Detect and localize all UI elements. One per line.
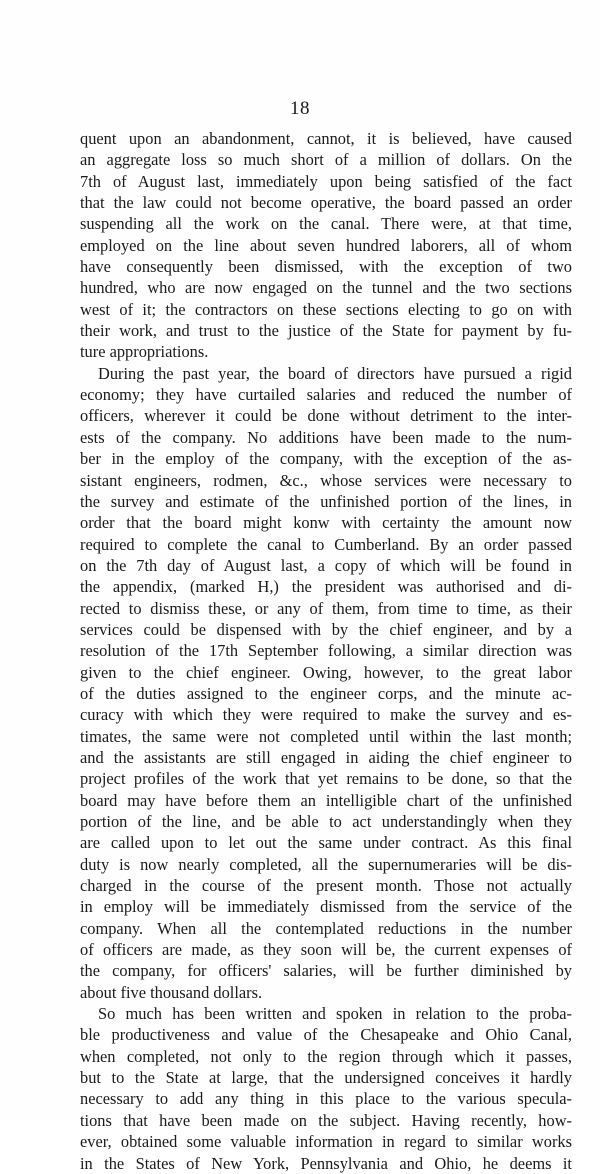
text-line: ests of the company. No additions have been made to the num- — [80, 427, 572, 447]
text-line: services could be dispensed with by the chief engineer, and by a — [80, 619, 572, 639]
text-line: charged in the course of the present month. Those not actually — [80, 876, 572, 896]
text-line: necessary to add any thing in this place to the various specula- — [80, 1089, 572, 1109]
text-line: portion of the line, and be able to act understandingly when they — [80, 812, 572, 831]
text-line: sistant engineers, rodmen, &c., whose services were necessary to — [80, 470, 572, 490]
text-line: tions that have been made on the subject. Having recently, how- — [80, 1110, 572, 1130]
body-text — [80, 128, 572, 1174]
text-line: and the assistants are still engaged in aiding the chief engineer to — [80, 747, 572, 767]
text-line: given to the chief engineer. Owing, however, to the great labor — [80, 662, 572, 682]
text-line: the survey and estimate of the unfinished portion of the lines, in — [80, 491, 572, 511]
text-line: order that the board might konw with certainty the amount now — [80, 513, 572, 533]
text-line: the company, for officers' salaries, will be further diminished by — [80, 961, 572, 981]
text-line: an aggregate loss so much short of a million of dollars. On the — [80, 150, 572, 170]
text-line: are called upon to let out the same under contract. As this final — [80, 833, 572, 853]
text-line: So much has been written and spoken in relation to the proba- — [98, 1004, 572, 1024]
text-line: 7th of August last, immediately upon being satisfied of the fact — [80, 171, 572, 191]
page-number: 18 — [290, 98, 310, 119]
text-line: quent upon an abandonment, cannot, it is believed, have caused — [80, 129, 572, 148]
text-line: timates, the same were not completed until within the last month; — [80, 726, 572, 746]
text-line: ber in the employ of the company, with the exception of the as- — [80, 449, 572, 469]
paragraph — [80, 128, 572, 363]
text-line: west of it; the contractors on these sections electing to go on with — [80, 299, 572, 319]
text-line: about five thousand dollars. — [80, 982, 263, 1002]
text-line: duty is now nearly completed, all the supernumeraries will be dis- — [80, 854, 572, 874]
text-line: when completed, not only to the region through which it passes, — [80, 1046, 572, 1066]
text-line: but to the State at large, that the undersigned conceives it hardly — [80, 1068, 572, 1088]
paragraph — [80, 363, 572, 1003]
text-line: the appendix, (marked H,) the president was authorised and di- — [80, 577, 572, 597]
text-line: in the States of New York, Pennsylvania and Ohio, he deems it — [80, 1153, 572, 1173]
text-line: project profiles of the work that yet remains to be done, so that the — [80, 769, 572, 789]
text-line: in employ will be immediately dismissed from the service of the — [80, 897, 572, 917]
text-line: of the duties assigned to the engineer corps, and the minute ac- — [80, 683, 572, 703]
text-line: of officers are made, as they soon will be, the current expenses of — [80, 940, 572, 960]
text-line: board may have before them an intelligible chart of the unfinished — [80, 790, 572, 810]
text-line: officers, wherever it could be done without detriment to the inter- — [80, 406, 572, 426]
text-line: suspending all the work on the canal. There were, at that time, — [80, 214, 572, 234]
text-line: their work, and trust to the justice of the State for payment by fu- — [80, 321, 572, 341]
text-line: hundred, who are now engaged on the tunnel and the two sections — [80, 278, 572, 298]
text-line: that the law could not become operative, the board passed an order — [80, 193, 572, 213]
text-line: During the past year, the board of directors have pursued a rigid — [98, 363, 572, 383]
text-line: curacy with which they were required to make the survey and es- — [80, 705, 572, 725]
text-line: resolution of the 17th September following, a similar direction was — [80, 641, 572, 661]
paragraph — [80, 1003, 572, 1174]
text-line: on the 7th day of August last, a copy of which will be found in — [80, 555, 572, 575]
text-line: company. When all the contemplated reductions in the number — [80, 918, 572, 938]
text-line: ever, obtained some valuable information in regard to similar works — [80, 1132, 572, 1152]
text-line: employed on the line about seven hundred laborers, all of whom — [80, 235, 572, 255]
text-line: ture appropriations. — [80, 342, 209, 362]
text-line: have consequently been dismissed, with the exception of two — [80, 257, 572, 277]
text-line: required to complete the canal to Cumberland. By an order passed — [80, 534, 572, 554]
text-line: ble productiveness and value of the Chesapeake and Ohio Canal, — [80, 1025, 572, 1045]
text-line: rected to dismiss these, or any of them, from time to time, as their — [80, 598, 572, 618]
text-line: economy; they have curtailed salaries and reduced the number of — [80, 385, 572, 405]
